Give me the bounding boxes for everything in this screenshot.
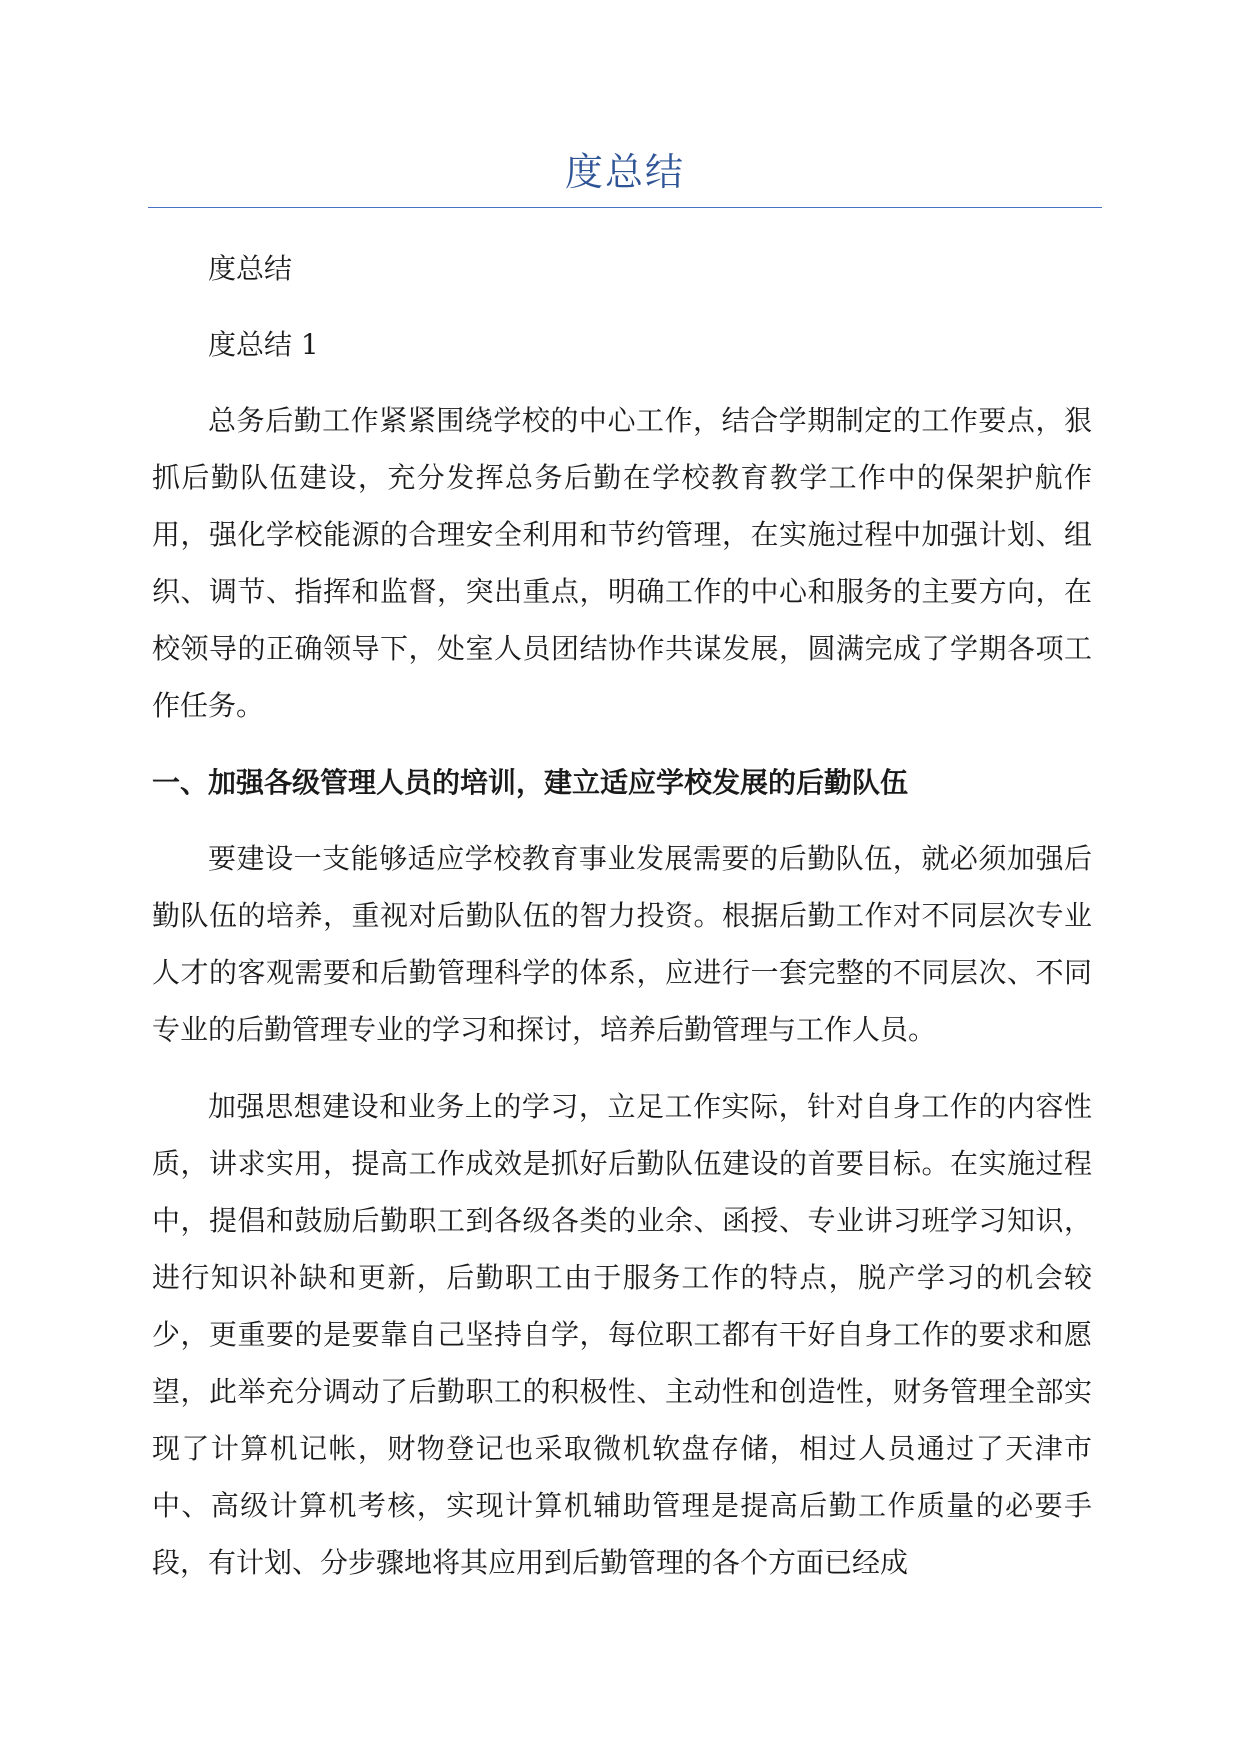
title-underline <box>148 207 1102 208</box>
paragraph-1: 总务后勤工作紧紧围绕学校的中心工作，结合学期制定的工作要点，狠抓后勤队伍建设，充分发挥总务后勤在学校教育教学工作中的保架护航作用，强化学校能源的合理安全利用和节约管理，在实施过程中加强计划、组织、调节、指挥和监督，突出重点，明确工作的中心和服务的主要方向，在校领导的正确领导下，处室人员团结协作共谋发展，圆满完成了学期各项工作任务。 <box>152 404 1092 722</box>
paragraph-2: 要建设一支能够适应学校教育事业发展需要的后勤队伍，就必须加强后勤队伍的培养，重视对后勤队伍的智力投资。根据后勤工作对不同层次专业人才的客观需要和后勤管理科学的体系，应进行一套完整的不同层次、不同专业的后勤管理专业的学习和探讨，培养后勤管理与工作人员。 <box>152 842 1092 1046</box>
section-label: 度总结 1 <box>208 328 319 361</box>
section-heading-1: 一、加强各级管理人员的培训，建立适应学校发展的后勤队伍 <box>152 766 909 799</box>
document-body <box>152 240 1092 1611</box>
subtitle-line: 度总结 <box>208 252 293 285</box>
paragraph-3: 加强思想建设和业务上的学习，立足工作实际，针对自身工作的内容性质，讲求实用，提高工作成效是抓好后勤队伍建设的首要目标。在实施过程中，提倡和鼓励后勤职工到各级各类的业余、函授、专业讲习班学习知识，进行知识补缺和更新，后勤职工由于服务工作的特点，脱产学习的机会较少，更重要的是要靠自己坚持自学，每位职工都有干好自身工作的要求和愿望，此举充分调动了后勤职工的积极性、主动性和创造性，财务管理全部实现了计算机记帐，财物登记也采取微机软盘存储，相过人员通过了天津市中、高级计算机考核，实现计算机辅助管理是提高后勤工作质量的必要手段，有计划、分步骤地将其应用到后勤管理的各个方面已经成 <box>152 1090 1092 1579</box>
document-title: 度总结 <box>564 150 685 194</box>
